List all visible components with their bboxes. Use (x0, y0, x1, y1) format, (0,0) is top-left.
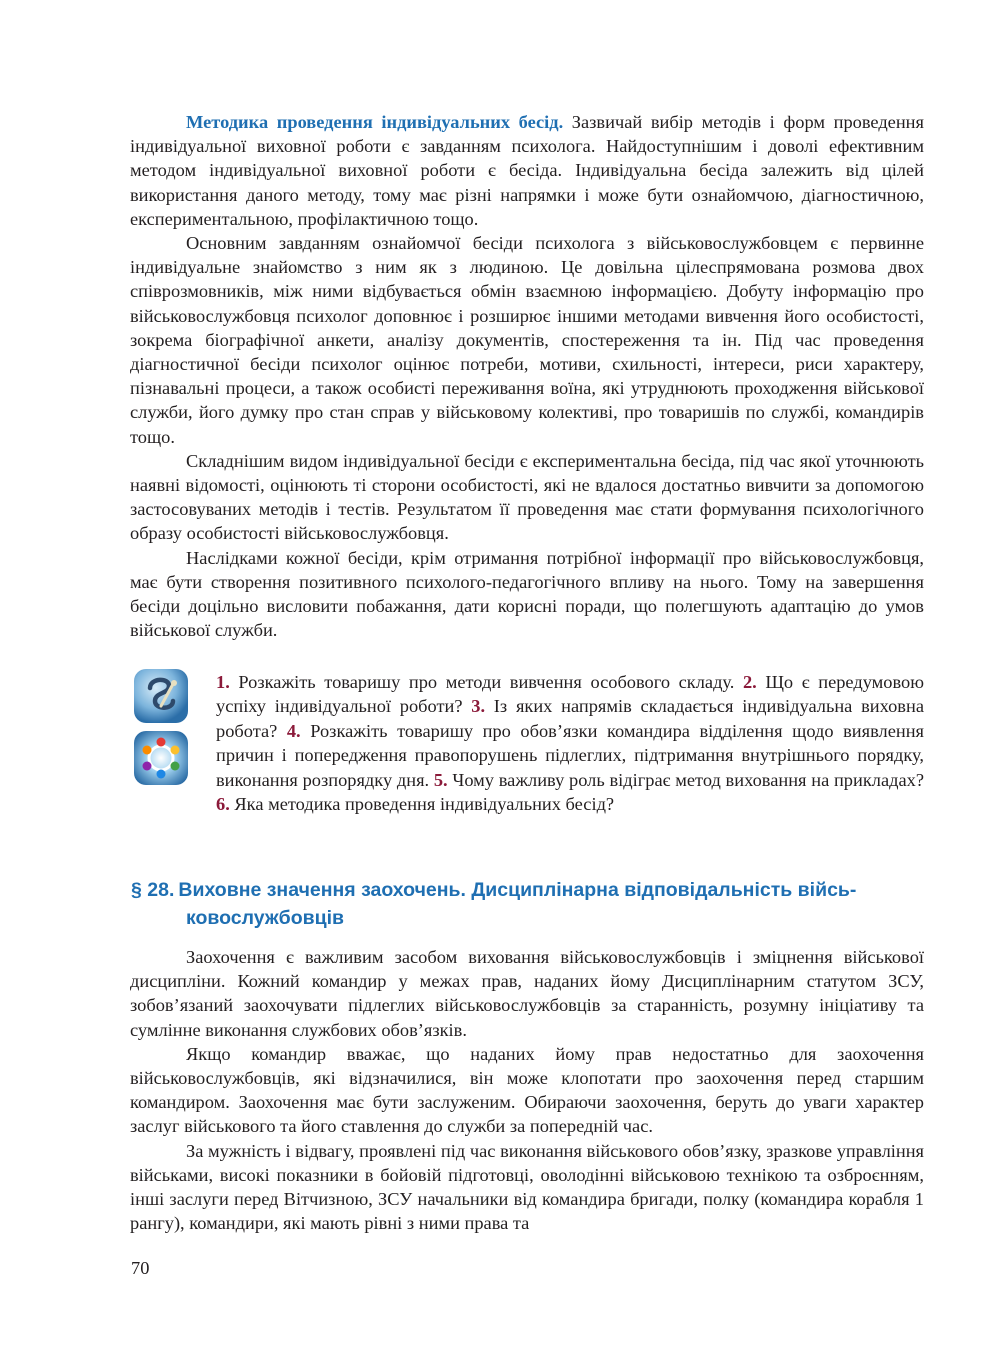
paragraph-lead: Методика проведення індивідуальних бесід. (186, 112, 564, 132)
paragraph-talk-results: Наслідками кожної бесіди, крім отримання потрібної інформації про військовослужбовця, має бути створення позитивного психолого-педагогічного впливу на нього. Тому на завершення бесіди доцільно висловити побажання, дати корисні поради, що полегшують адаптацію до умов військової служби. (130, 547, 924, 641)
section-heading (131, 876, 931, 932)
section-title-line1: Виховне значення заохочень. Дисциплінарна відповідальність війсь- (178, 879, 857, 901)
question-number: 4. (286, 720, 301, 741)
section-number: § 28. (131, 879, 175, 901)
question-number: 1. (216, 672, 230, 692)
question-number: 6. (216, 794, 230, 815)
question-text: Чому важливу роль відіграє метод виховання на прикладах? (447, 769, 924, 790)
section-text-block (130, 945, 924, 1235)
paragraph-courage-rewards: За мужність і відвагу, проявлені під час виконання військового обов’язку, зразкове управління військами, високі показники в бойовій підготовці, оволодінні військовою технікою та озброєнням, інші заслуги перед Вітчизною, ЗСУ начальники від командира бригади, полку (командира корабля 1 рангу), командири, які мають рівні з ними права та (130, 1140, 924, 1234)
question-text: Із яких напрямів складається індивідуальна виховна робота? (216, 696, 924, 741)
question-text: Розкажіть товаришу про обов’язки командира відділення щодо виявлення причин і попередження правопорушень підлеглих, підтримання внутрішнього порядку, виконання розпорядку дня. (216, 720, 925, 790)
page-number: 70 (131, 1258, 150, 1278)
paragraph-text: Зазвичай вибір методів і форм проведення індивідуальної виховної роботи є завданням психолога. Найдоступнішим і доволі ефективним методом індивідуальної виховної роботи є бесіда. Індивідуальна бесіда залежить від цілей використання даного методу, тому має різні напрямки і може бути ознайомчою, діагностичною, експериментальною, профілактичною тощо. (130, 112, 924, 229)
question-text: Що є передумовою успіху індивідуальної роботи? (216, 672, 924, 717)
question-text: Розкажіть товаришу про методи вивчення особового складу. (229, 672, 743, 692)
intro-text-block (130, 110, 924, 642)
question-number: 5. (433, 769, 448, 790)
paragraph-methodology (130, 110, 924, 231)
question-number: 2. (742, 672, 757, 692)
paragraph-rewards-importance: Заохочення є важливим засобом виховання військовослужбовців і зміцнення військової дисципліни. Кожний командир у межах прав, наданих йому Дисциплінарним статутом ЗСУ, зобов’язаний заохочувати підлеглих військовослужбовців за старанність, розумну ініціативу та сумлінне виконання службових обов’язків. (130, 947, 924, 1040)
team-circle-icon (133, 730, 189, 786)
review-questions (216, 670, 924, 816)
question-number: 3. (471, 696, 486, 717)
question-symbol-icon (133, 668, 189, 724)
paragraph-experimental-talk: Складнішим видом індивідуальної бесіди є експериментальна бесіда, під час якої уточнюють наявні відомості, оцінюють ті сторони особистості, які не вдалося достатньо вивчити за допомогою застосовуваних методів і тестів. Результатом її проведення має стати формування психологічного образу особистості військовослужбовця. (130, 450, 924, 544)
section-title-line2: ковослужбовців (186, 907, 345, 929)
paragraph-commander-petition: Якщо командир вважає, що наданих йому прав недостатньо для заохочення військовослужбовців, які відзначилися, він може клопотати про заохочення перед старшим командиром. Заохочення має бути заслуженим. Обираючи заохочення, беруть до уваги характер заслуг військового та його ставлення до служби за попередній час. (130, 1043, 924, 1137)
question-text: Яка методика проведення індивідуальних бесід? (229, 794, 615, 815)
review-icons (133, 668, 191, 792)
questions-paragraph (216, 670, 924, 816)
paragraph-introductory-talk: Основним завданням ознайомчої бесіди психолога з військовослужбовцем є первинне індивідуальне знайомство з ним як з людиною. Це довільна цілеспрямована розмова двох співрозмовників, між ними відбувається обмін взаємною інформацією. Добуту інформацію про військовослужбовця психолог доповнює і розширює іншими методами вивчення його особистості, зокрема біографічної анкети, аналізу документів, спостереження та ін. Під час проведення діагностичної бесіди психолог оцінює потреби, мотиви, схильності, інтереси, риси характеру, пізнавальні процеси, а також особисті переживання воїна, які утруднюють проходження військової служби, його думку про стан справ у військовому колективі, про товаришів по службі, командирів тощо. (130, 233, 924, 447)
